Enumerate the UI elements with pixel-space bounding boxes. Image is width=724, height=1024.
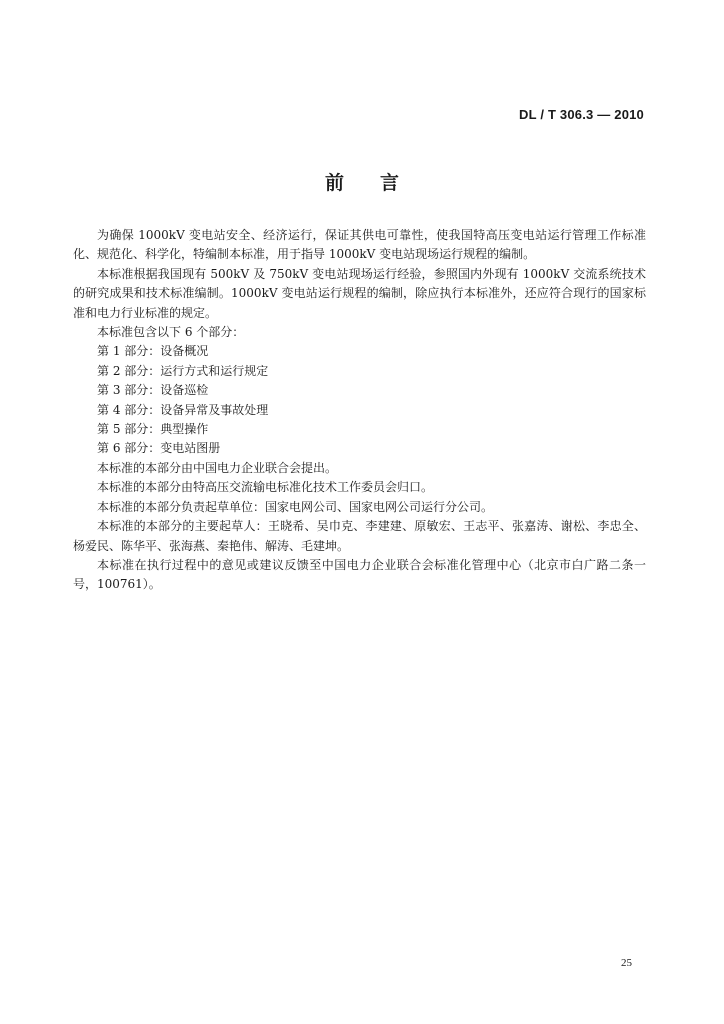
part-item-5: 第 5 部分：典型操作: [97, 422, 209, 437]
paragraph-drafters: 本标准的本部分的主要起草人：王晓希、吴巾克、李建建、原敏宏、王志平、张嘉涛、谢松、李忠全、杨爱民、陈华平、张海燕、秦艳伟、解涛、毛建坤。: [73, 519, 646, 553]
paragraph-parts-intro: 本标准包含以下 6 个部分：: [97, 325, 245, 340]
document-body: [73, 226, 646, 595]
part-item-1: 第 1 部分：设备概况: [97, 344, 209, 359]
part-item-6: 第 6 部分：变电站图册: [97, 441, 221, 456]
page-title: 前言: [324, 172, 435, 194]
paragraph-basis: 本标准根据我国现有 500kV 及 750kV 变电站现场运行经验，参照国内外现有 1000kV 交流系统技术的研究成果和技术标准编制。1000kV 变电站运行规程的编制，除应执行本标准外，还应符合现行的国家标准和电力行业标准的规定。: [73, 266, 646, 320]
part-item-2: 第 2 部分：运行方式和运行规定: [97, 363, 269, 378]
paragraph-drafting-units: 本标准的本部分负责起草单位：国家电网公司、国家电网公司运行分公司。: [97, 499, 494, 514]
paragraph-committee: 本标准的本部分由特高压交流输电标准化技术工作委员会归口。: [97, 480, 434, 495]
part-item-4: 第 4 部分：设备异常及事故处理: [97, 402, 269, 417]
paragraph-purpose: 为确保 1000kV 变电站安全、经济运行，保证其供电可靠性，使我国特高压变电站运行管理工作标准化、规范化、科学化，特编制本标准，用于指导 1000kV 变电站现场运行规程的编制。: [73, 228, 646, 262]
page-number: 25: [621, 957, 632, 969]
paragraph-proposer: 本标准的本部分由中国电力企业联合会提出。: [97, 460, 338, 475]
standard-code: DL / T 306.3 — 2010: [519, 107, 644, 122]
part-item-3: 第 3 部分：设备巡检: [97, 383, 209, 398]
paragraph-feedback: 本标准在执行过程中的意见或建议反馈至中国电力企业联合会标准化管理中心（北京市白广路二条一号，100761）。: [73, 557, 646, 592]
